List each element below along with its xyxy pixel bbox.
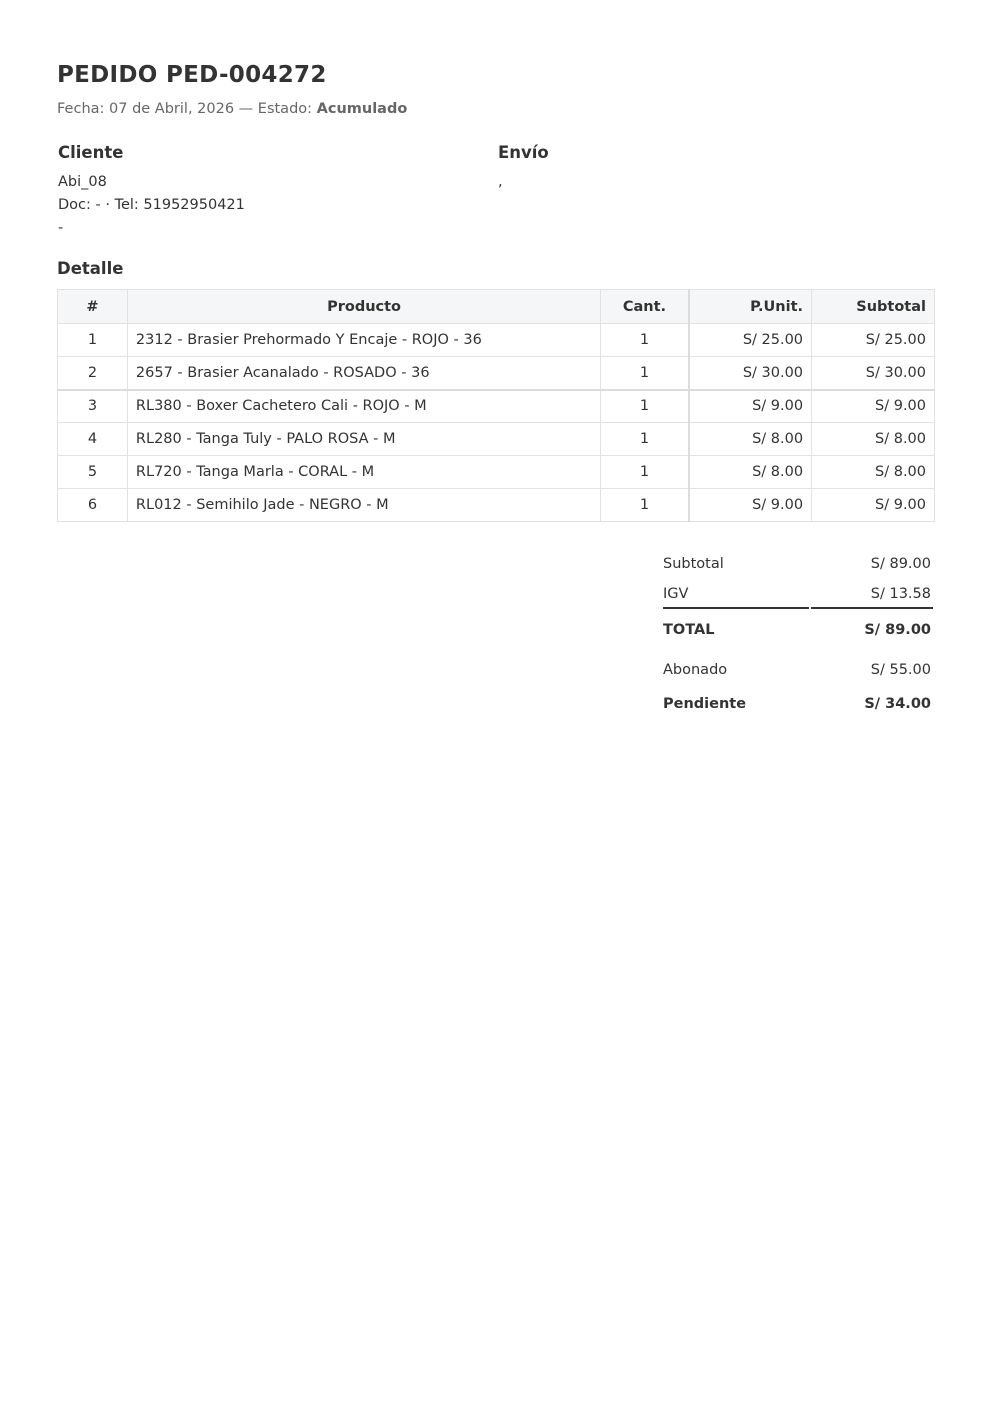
- totals-summary: [663, 549, 933, 720]
- total-value: S/ 89.00: [864, 622, 931, 638]
- row-product: RL280 - Tanga Tuly - PALO ROSA - M: [127, 423, 600, 456]
- table-row: [58, 390, 935, 423]
- total-row: [663, 609, 933, 651]
- row-quantity: 1: [601, 324, 689, 357]
- row-subtotal: S/ 25.00: [812, 324, 935, 357]
- client-extra: -: [58, 220, 64, 236]
- igv-row: [663, 579, 933, 609]
- column-header-unit-price: P.Unit.: [689, 290, 812, 324]
- igv-value: S/ 13.58: [870, 586, 931, 602]
- page-title: PEDIDO PED-004272: [57, 62, 327, 88]
- table-row: [58, 357, 935, 390]
- shipping-address: ,: [498, 174, 503, 190]
- row-product: RL720 - Tanga Marla - CORAL - M: [127, 456, 600, 489]
- total-label: TOTAL: [663, 622, 715, 638]
- row-unit-price: S/ 9.00: [689, 489, 812, 522]
- row-subtotal: S/ 30.00: [812, 357, 935, 390]
- table-row: [58, 456, 935, 489]
- row-quantity: 1: [601, 423, 689, 456]
- client-name: Abi_08: [58, 174, 107, 190]
- row-subtotal: S/ 8.00: [812, 456, 935, 489]
- client-heading: Cliente: [58, 143, 124, 162]
- row-number: 1: [58, 324, 128, 357]
- order-meta: [57, 101, 407, 117]
- column-header-number: #: [58, 290, 128, 324]
- row-unit-price: S/ 30.00: [689, 357, 812, 390]
- row-unit-price: S/ 25.00: [689, 324, 812, 357]
- row-unit-price: S/ 8.00: [689, 456, 812, 489]
- row-quantity: 1: [601, 390, 689, 423]
- shipping-block: [498, 143, 918, 194]
- paid-value: S/ 55.00: [870, 662, 931, 678]
- order-date: Fecha: 07 de Abril, 2026 — Estado:: [57, 101, 317, 117]
- pending-row: [663, 687, 933, 720]
- row-product: RL380 - Boxer Cachetero Cali - ROJO - M: [127, 390, 600, 423]
- row-product: 2657 - Brasier Acanalado - ROSADO - 36: [127, 357, 600, 390]
- detail-heading: Detalle: [57, 259, 124, 278]
- igv-label: IGV: [663, 586, 689, 602]
- row-quantity: 1: [601, 489, 689, 522]
- column-header-product: Producto: [127, 290, 600, 324]
- pending-value: S/ 34.00: [864, 695, 931, 712]
- table-row: [58, 489, 935, 522]
- row-number: 3: [58, 390, 128, 423]
- row-quantity: 1: [601, 357, 689, 390]
- subtotal-row: [663, 549, 933, 579]
- client-contact: Doc: - · Tel: 51952950421: [58, 197, 245, 213]
- row-subtotal: S/ 9.00: [812, 489, 935, 522]
- row-product: 2312 - Brasier Prehormado Y Encaje - ROJO - 36: [127, 324, 600, 357]
- row-unit-price: S/ 9.00: [689, 390, 812, 423]
- subtotal-value: S/ 89.00: [870, 556, 931, 572]
- subtotal-label: Subtotal: [663, 556, 724, 572]
- row-unit-price: S/ 8.00: [689, 423, 812, 456]
- paid-row: [663, 653, 933, 687]
- paid-label: Abonado: [663, 662, 728, 678]
- order-items-table: [57, 289, 935, 522]
- row-number: 6: [58, 489, 128, 522]
- column-header-subtotal: Subtotal: [812, 290, 935, 324]
- shipping-heading: Envío: [498, 143, 549, 162]
- table-header-row: [58, 290, 935, 324]
- status-badge: Acumulado: [316, 101, 408, 117]
- row-subtotal: S/ 9.00: [812, 390, 935, 423]
- row-number: 4: [58, 423, 128, 456]
- table-row: [58, 324, 935, 357]
- row-product: RL012 - Semihilo Jade - NEGRO - M: [127, 489, 600, 522]
- table-row: [58, 423, 935, 456]
- row-number: 2: [58, 357, 128, 390]
- client-block: [58, 143, 478, 240]
- row-number: 5: [58, 456, 128, 489]
- column-header-quantity: Cant.: [601, 290, 689, 324]
- row-quantity: 1: [601, 456, 689, 489]
- pending-label: Pendiente: [663, 695, 747, 712]
- row-subtotal: S/ 8.00: [812, 423, 935, 456]
